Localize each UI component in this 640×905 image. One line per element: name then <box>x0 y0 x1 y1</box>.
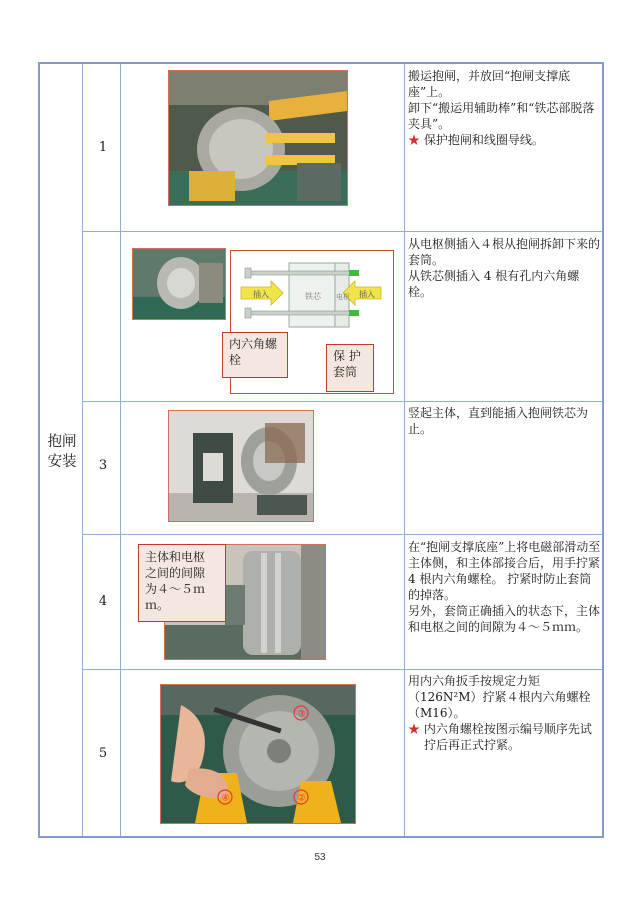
star-icon: ★ <box>408 722 421 736</box>
arrow-label-left: 插入 <box>253 290 269 299</box>
procedure-table <box>38 62 604 838</box>
page-number: 53 <box>314 852 326 863</box>
step-1-description: 搬运抱闸，并放回“抱闸支撑底座”上。 卸下“搬运用辅助棒”和“铁芯部脱落夹具”。 ★ 保护抱闸和线圈导线。 <box>408 69 595 147</box>
callout-gap: 主体和电枢 之间的间隙 为４～５ｍ ｍ。 <box>138 544 226 622</box>
photo-tighten-bolts <box>160 684 356 824</box>
step-number: 4 <box>98 594 108 609</box>
step-3-description: 竖起主体，直到能插入抱闸铁芯为止。 <box>408 406 589 436</box>
step-5-description: 用内六角扳手按规定力矩（126N²M）拧紧４根内六角螺栓（M16）。 ★ 内六角螺栓按图示编号顺序先试拧后再正式拧紧。 <box>408 674 592 752</box>
step-number: 3 <box>98 458 108 473</box>
step-4-description: 在“抱闸支撑底座”上将电磁部滑动至主体侧，和主体部接合后，用手拧紧 4 根内六角螺栓。 拧紧时防止套筒的掉落。 另外，套筒正确插入的状态下，主体和电枢之间的间隙为４～５ｍｍ。 <box>408 540 601 634</box>
bolt-mark: ④ <box>221 793 230 804</box>
callout-hex-bolt: 内六角螺 栓 <box>222 332 288 378</box>
step-number: 1 <box>98 140 108 155</box>
arrow-label-right: 插入 <box>359 290 375 299</box>
photo-brake-on-support-base <box>168 70 348 206</box>
callout-protect-sleeve: 保 护 套筒 <box>326 344 374 392</box>
core-label: 铁芯 <box>305 292 321 301</box>
star-icon: ★ <box>408 133 421 147</box>
step-2-description: 从电枢侧插入４根从抱闸拆卸下来的套筒。 从铁芯侧插入 4 根有孔内六角螺栓。 <box>408 237 601 299</box>
photo-raise-main-body <box>168 410 314 522</box>
bolt-mark: ② <box>297 793 306 804</box>
bolt-mark: ③ <box>297 709 306 720</box>
armature-label: 电枢 <box>336 293 350 301</box>
section-title: 抱闸 安装 <box>47 434 77 470</box>
step-number: 5 <box>98 746 108 761</box>
photo-sleeve-insertion <box>132 248 226 320</box>
